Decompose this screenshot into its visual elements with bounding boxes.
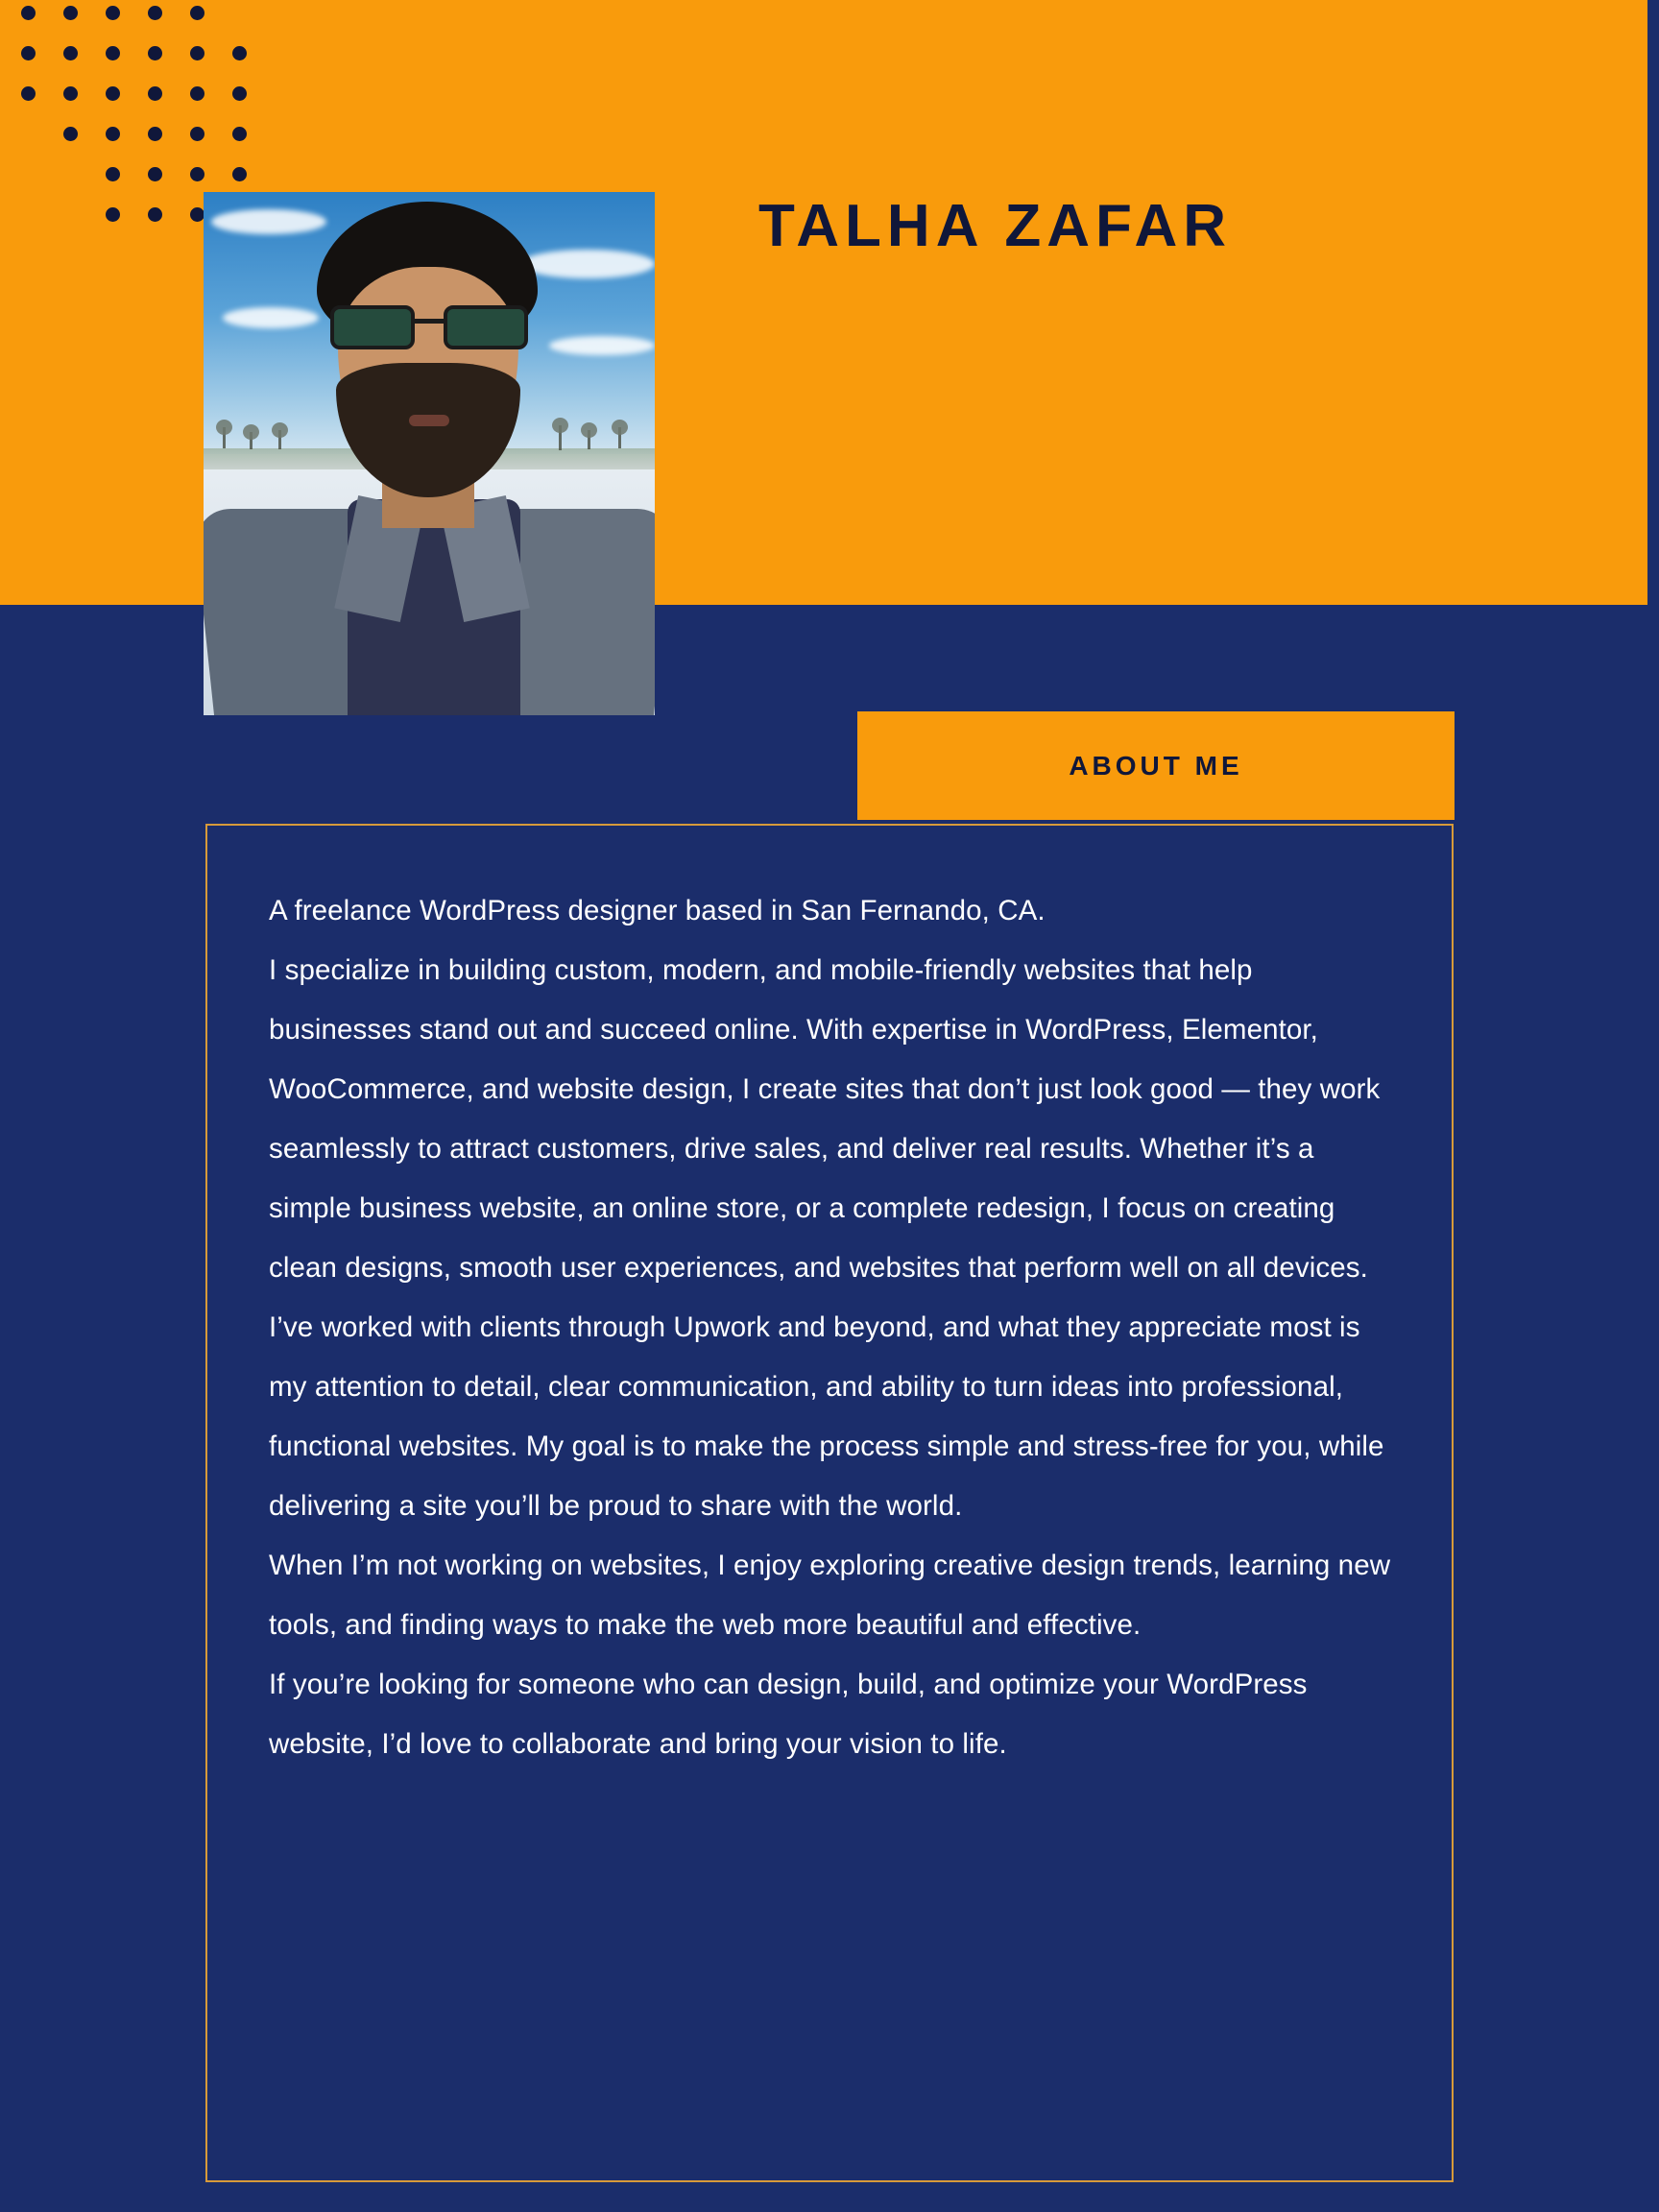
about-me-tab: [857, 711, 1455, 820]
portrait-illustration: [204, 192, 655, 715]
about-paragraph: A freelance WordPress designer based in San Fernando, CA.: [269, 895, 1046, 926]
tree-shape: [223, 427, 226, 448]
cloud-shape: [549, 336, 655, 355]
sunglass-lens-right: [444, 305, 528, 349]
tree-shape: [559, 425, 562, 450]
sunglass-lens-left: [330, 305, 415, 349]
tree-shape: [250, 432, 252, 449]
page-title: TALHA ZAFAR: [758, 193, 1233, 259]
sunglass-bridge: [415, 319, 444, 324]
cloud-shape: [520, 250, 655, 278]
tree-shape: [618, 427, 621, 448]
cloud-shape: [223, 307, 319, 328]
about-paragraph: If you’re looking for someone who can design, build, and optimize your WordPress website, I’d love to collaborate and bring your vision to life.: [269, 1669, 1308, 1760]
cloud-shape: [211, 209, 326, 234]
about-me-text: [269, 881, 1398, 1774]
tree-shape: [588, 430, 590, 449]
sunglasses-icon: [330, 305, 528, 351]
mouth: [409, 415, 449, 426]
about-paragraph: When I’m not working on websites, I enjoy exploring creative design trends, learning new tools, and finding ways to make the web more beautiful and effective.: [269, 1550, 1391, 1641]
tree-shape: [278, 430, 281, 449]
portrait-photo: [204, 192, 655, 715]
about-paragraph: I specialize in building custom, modern, and mobile-friendly websites that help businesses stand out and succeed online. With expertise in WordPress, Elementor, WooCommerce, and website design, I create sites that don’t just look good — they work seamlessly to attract customers, drive sales, and deliver real results. Whether it’s a simple business website, an online store, or a complete redesign, I focus on creating clean designs, smooth user experiences, and websites that perform well on all devices. I’ve worked with clients through Upwork and beyond, and what they appreciate most is my attention to detail, clear communication, and ability to turn ideas into professional, functional websites. My goal is to make the process simple and stress-free for you, while delivering a site you’ll be proud to share with the world.: [269, 954, 1384, 1522]
about-me-tab-label: ABOUT ME: [1069, 750, 1243, 781]
about-me-panel: [205, 824, 1454, 2182]
